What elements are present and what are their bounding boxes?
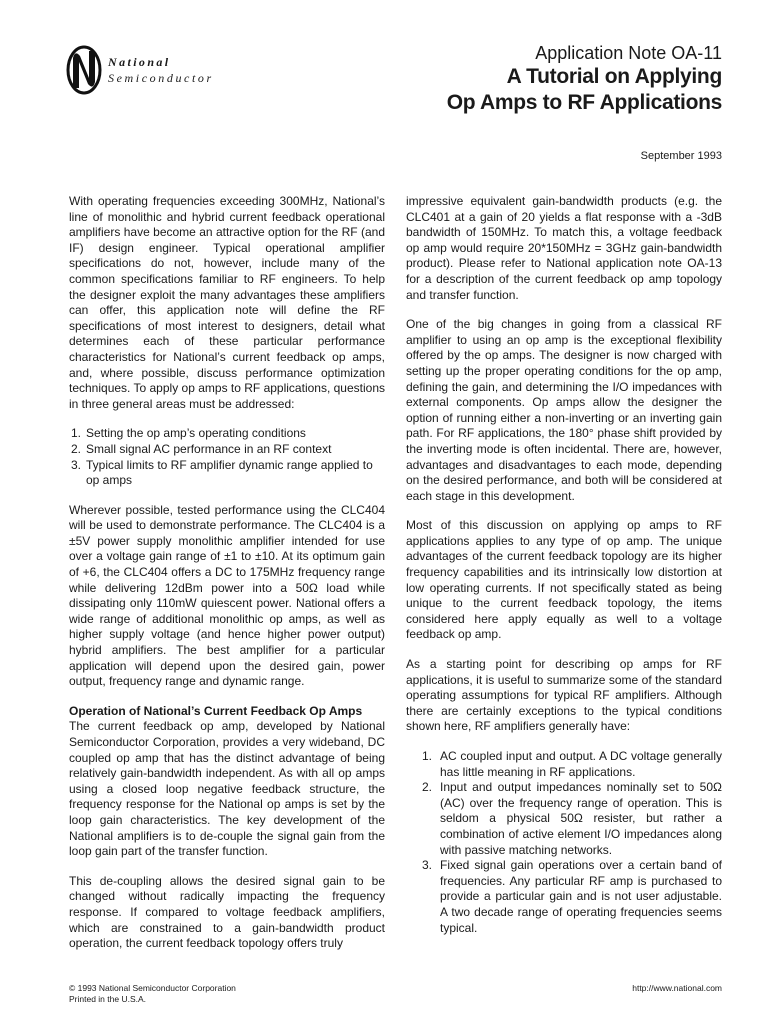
footer-copyright-block xyxy=(69,983,236,1004)
list-item-text: Fixed signal gain operations over a certain band of frequencies. Any particular RF amp is purchased to provide a particular gain and is not user adjustable. A two decade range of operating frequencies seems typical. xyxy=(440,858,722,935)
question-areas-list xyxy=(69,426,385,488)
list-item xyxy=(69,458,385,489)
assumptions-paragraph: As a starting point for describing op amps for RF applications, it is useful to summarize some of the standard operating assumptions for typical RF amplifiers. Although there are certainly exceptions to the typical conditions shown here, RF amplifiers generally have: xyxy=(406,657,722,734)
left-column xyxy=(69,194,385,966)
right-column xyxy=(406,194,722,950)
list-item-number: 1. xyxy=(71,426,82,441)
list-item-text: Small signal AC performance in an RF context xyxy=(86,441,332,456)
intro-paragraph: With operating frequencies exceeding 300MHz, National’s line of monolithic and hybrid current feedback operational amplifiers have become an attractive option for the RF (and IF) design engineer. Typical operational amplifier specifications do not, however, include many of the common specifications familiar to RF engineers. To help the designer exploit the many advantages these amplifiers can offer, this application note will define the RF specifications of most interest to designers, detail what determines each of these particular performance characteristics for National’s current feedback op amps, and, where possible, discuss performance optimization techniques. To apply op amps to RF applications, questions in three general areas must be addressed: xyxy=(69,194,385,411)
national-semiconductor-logo xyxy=(66,44,256,104)
list-item-text: Typical limits to RF amplifier dynamic range applied to op amps xyxy=(86,457,373,488)
current-feedback-paragraph: The current feedback op amp, developed by National Semiconductor Corporation, provides a very wideband, DC coupled op amp that has the distinct advantage of being relatively gain-bandwidth independent. As with all op amps using a closed loop negative feedback structure, the frequency response for the National op amps is set by the loop gain characteristics. The key development of the National amplifiers is to de-couple the signal gain from the loop gain part of the transfer function. xyxy=(69,719,385,859)
logo-wordmark-line1: National xyxy=(108,55,171,69)
printed-notice: Printed in the U.S.A. xyxy=(69,993,147,1004)
list-item xyxy=(406,780,722,858)
list-item-text: Input and output impedances nominally set to 50Ω (AC) over the frequency range of operation. This is seldom a physical 50Ω resister, but rather a combination of active element I/O impedances along with passive matching networks. xyxy=(440,780,722,857)
flexibility-paragraph: One of the big changes in going from a classical RF amplifier to using an op amp is the exceptional flexibility offered by the op amps. The designer is now charged with setting up the proper operating conditions for the op amp, defining the gain, and determining the I/O impedances with external components. Op amps allow the designer the option of running either a non-inverting or an inverting gain path. For RF applications, the 180° phase shift provided by the inverting mode is often incidental. There are, however, advantages and disadvantages to each mode, depending on the desired performance, and both will be considered at each stage in this development. xyxy=(406,317,722,503)
list-item xyxy=(406,858,722,936)
copyright-notice: © 1993 National Semiconductor Corporation xyxy=(69,983,236,993)
national-n-logo-icon xyxy=(66,44,102,96)
applicability-paragraph: Most of this discussion on applying op amps to RF applications applies to any type of op amp. The unique advantages of the current feedback topology are its higher frequency capabilities and its intrinsically low distortion at low operating currents. If not specifically stated as being unique to the current feedback topology, the items considered here apply equally as well to a voltage feedback op amp. xyxy=(406,518,722,642)
title-line-2: Op Amps to RF Applications xyxy=(446,91,722,114)
section-heading: Operation of National’s Current Feedback Op Amps xyxy=(69,703,363,718)
list-item-number: 2. xyxy=(71,441,82,456)
list-item xyxy=(406,749,722,780)
document-header xyxy=(447,42,722,116)
list-item-text: AC coupled input and output. A DC voltage generally has little meaning in RF applications. xyxy=(440,749,722,779)
title-line-1: A Tutorial on Applying xyxy=(506,65,722,88)
list-item xyxy=(69,426,385,442)
list-item-number: 2. xyxy=(422,780,433,795)
logo-wordmark-line2: Semiconductor xyxy=(108,71,214,85)
clc404-paragraph: Wherever possible, tested performance using the CLC404 will be used to demonstrate performance. The CLC404 is a ±5V power supply monolithic amplifier intended for use over a voltage gain range of ±1 to ±10. At its optimum gain of +6, the CLC404 offers a DC to 175MHz frequency range while delivering 12dBm power into a 50Ω load while dissipating only 110mW quiescent power. National offers a wide range of additional monolithic op amps, as well as higher supply voltage (and hence higher power output) hybrid amplifiers. The best amplifier for a particular application will depend upon the desired gain, power output, frequency range and dynamic range. xyxy=(69,502,385,689)
footer-url[interactable]: http://www.national.com xyxy=(632,983,722,993)
rf-amplifier-assumptions-list xyxy=(406,749,722,936)
list-item-number: 1. xyxy=(422,749,433,763)
list-item xyxy=(69,442,385,458)
list-item-text: Setting the op amp’s operating conditions xyxy=(86,426,306,441)
gain-bandwidth-paragraph: impressive equivalent gain-bandwidth products (e.g. the CLC401 at a gain of 20 yields a flat response with a -3dB bandwidth of 150MHz. To match this, a voltage feedback op amp would require 20*150MHz = 3GHz gain-bandwidth product). Please refer to National application note OA-13 for a description of the current feedback op amp topology and transfer function. xyxy=(406,194,722,302)
list-item-number: 3. xyxy=(422,858,433,873)
list-item-number: 3. xyxy=(71,457,82,472)
decoupling-paragraph: This de-coupling allows the desired signal gain to be changed without radically impacting the frequency response. If compared to voltage feedback amplifiers, which are constrained to a gain-bandwidth product operation, the current feedback topology offers truly xyxy=(69,873,385,951)
application-note-number: Application Note OA-11 xyxy=(535,43,722,63)
publication-date: September 1993 xyxy=(640,150,722,162)
